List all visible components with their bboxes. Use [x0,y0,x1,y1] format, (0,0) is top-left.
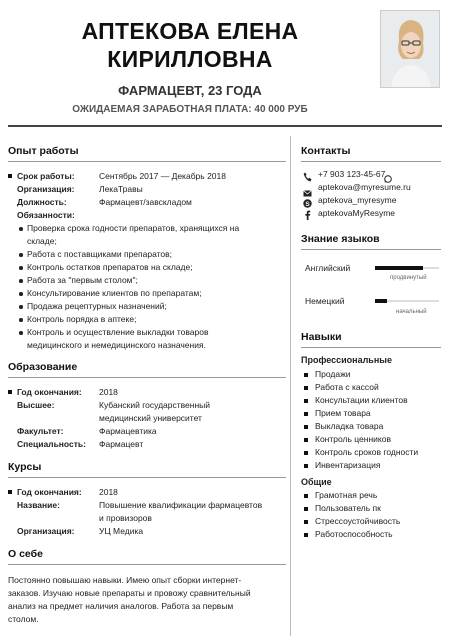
skype-value[interactable]: aptekova_myresyme [318,195,397,205]
course-year-label: Год окончания: [17,487,82,497]
duty-item: складе; [27,236,57,246]
edu-higher-label: Высшее: [17,400,55,410]
skills-prof-heading: Профессиональные [301,355,392,365]
skill-label: Контроль сроков годности [315,447,419,457]
skill-bullet [304,438,308,442]
salary-expectation: ОЖИДАЕМАЯ ЗАРАБОТНАЯ ПЛАТА: 40 000 РУБ [72,104,308,115]
email-value[interactable]: aptekova@myresume.ru [318,182,411,192]
duty-item: Работа с поставщиками препаратов; [27,249,173,259]
duty-bullet [19,292,23,296]
skill-bullet [304,386,308,390]
period-label: Срок работы: [17,171,75,181]
duty-item: Контроль остатков препаратов на складе; [27,262,193,272]
edu-higher-value: Кубанский государственный [99,400,211,410]
about-underline [8,564,286,565]
facebook-value[interactable]: aptekovaMyResyme [318,208,396,218]
duty-item: Контроль порядка в аптеке; [27,314,137,324]
skill-label: Контроль ценников [315,434,391,444]
duty-item: медицинского и немедицинского назначения. [27,340,206,350]
skill-label: Консультации клиентов [315,395,408,405]
skill-bullet [304,494,308,498]
skill-label: Инвентаризация [315,460,381,470]
skill-label: Грамотная речь [315,490,378,500]
role-label: Должность: [17,197,67,207]
duty-bullet [19,253,23,257]
education-bullet [8,390,12,394]
about-line: столом. [8,614,39,624]
skill-bullet [304,399,308,403]
skill-label: Выкладка товара [315,421,384,431]
experience-heading: Опыт работы [8,145,79,157]
period-value: Сентябрь 2017 — Декабрь 2018 [99,171,226,181]
course-name-value: и провизоров [99,513,152,523]
education-underline [8,377,286,378]
duties-label: Обязанности: [17,210,75,220]
skills-underline [301,347,441,348]
about-line: Постоянно повышаю навыки. Имею опыт сборки интернет- [8,575,242,585]
experience-underline [8,161,286,162]
contacts-heading: Контакты [301,145,351,157]
skill-label: Работа с кассой [315,382,379,392]
duty-bullet [19,266,23,270]
contacts-underline [301,161,441,162]
language-level-text: продвинутый [390,275,427,281]
header-divider [8,125,442,127]
language-name: Немецкий [305,296,345,306]
edu-faculty-label: Факультет: [17,426,64,436]
education-heading: Образование [8,361,78,373]
duty-bullet [19,331,23,335]
courses-heading: Курсы [8,461,42,473]
skype-icon [303,195,312,208]
edu-higher-value: медицинский университет [99,413,202,423]
edu-year-value: 2018 [99,387,118,397]
phone-value[interactable]: +7 903 123-45-67 [318,169,386,179]
language-level-fill [375,299,387,303]
course-year-value: 2018 [99,487,118,497]
courses-underline [8,477,286,478]
skill-label: Продажи [315,369,351,379]
edu-faculty-value: Фармацевтика [99,426,157,436]
language-name: Английский [305,263,351,273]
language-level-bar [375,300,439,302]
languages-heading: Знание языков [301,233,380,245]
duty-item: Продажа рецептурных назначений; [27,301,167,311]
org-value: ЛекаТравы [99,184,143,194]
name-line-2: КИРИЛЛОВНА [107,46,273,72]
skill-bullet [304,533,308,537]
language-level-fill [375,266,423,270]
duty-bullet [19,279,23,283]
skill-bullet [304,373,308,377]
about-line: анализ на предмет наличия аналогов. Работа за первым [8,601,234,611]
envelope-icon [303,184,312,191]
edu-year-label: Год окончания: [17,387,82,397]
duty-item: Консультирование клиентов по препаратам; [27,288,202,298]
whatsapp-icon [384,170,392,178]
skill-label: Прием товара [315,408,371,418]
courses-bullet [8,490,12,494]
phone-icon [303,169,312,179]
duty-item: Проверка срока годности препаратов, хранящихся на [27,223,240,233]
experience-bullet [8,174,12,178]
course-org-value: УЦ Медика [99,526,144,536]
duty-item: Работа за "первым столом"; [27,275,138,285]
duty-item: Контроль и осуществление выкладки товаров [27,327,209,337]
course-org-label: Организация: [17,526,75,536]
svg-text:S: S [305,201,310,208]
position-title: ФАРМАЦЕВТ, 23 ГОДА [118,83,262,98]
languages-underline [301,249,441,250]
skill-label: Стрессоустойчивость [315,516,401,526]
course-name-value: Повышение квалификации фармацевтов [99,500,263,510]
skills-general-heading: Общие [301,477,332,487]
skill-bullet [304,412,308,416]
about-heading: О себе [8,548,43,560]
role-value: Фармацевт/завскладом [99,197,192,207]
skill-bullet [304,464,308,468]
language-level-bar [375,267,439,269]
edu-spec-value: Фармацевт [99,439,144,449]
skill-bullet [304,507,308,511]
org-label: Организация: [17,184,75,194]
language-level-text: начальный [396,309,427,315]
facebook-icon [304,207,311,217]
skills-heading: Навыки [301,331,342,343]
course-name-label: Название: [17,500,60,510]
duty-bullet [19,305,23,309]
skill-label: Пользователь пк [315,503,381,513]
skill-bullet [304,425,308,429]
duty-bullet [19,227,23,231]
column-divider [290,136,291,636]
about-line: заказов. Изучаю новые препараты и провожу сравнительный [8,588,251,598]
skill-bullet [304,520,308,524]
duty-bullet [19,318,23,322]
edu-spec-label: Специальность: [17,439,86,449]
skill-label: Работоспособность [315,529,393,539]
skill-bullet [304,451,308,455]
name-line-1: АПТЕКОВА ЕЛЕНА [81,18,299,44]
profile-photo [380,10,440,88]
